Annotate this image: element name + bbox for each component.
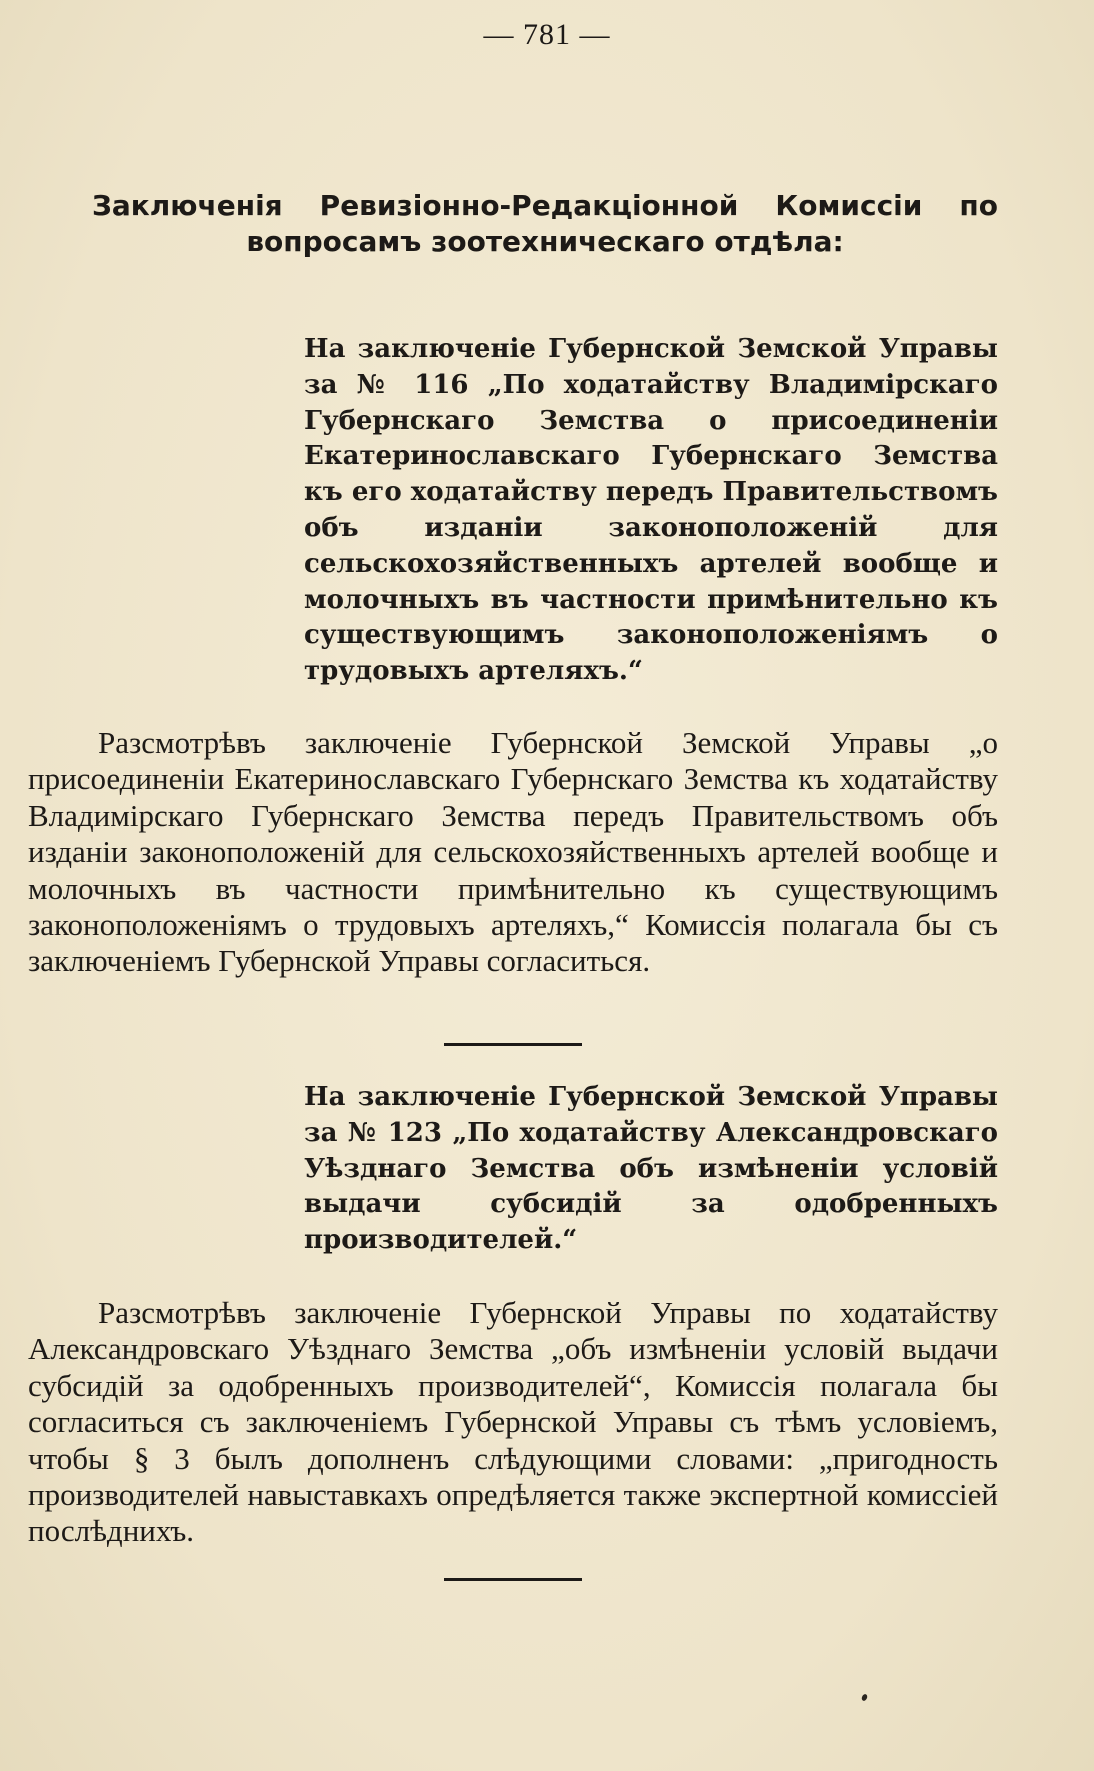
ink-speck	[861, 1693, 868, 1701]
resolution-116: Разсмотрѣвъ заключеніе Губернской Земской Управы „о присоединеніи Екатеринославскаго Губернскаго Земства къ ходатайству Владимірскаго Губернскаго Земства передъ Правительствомъ объ изданіи законоположеній для сельскохозяйственныхъ артелей вообще и молочныхъ въ частности примѣнительно къ существующимъ законоположеніямъ о трудовыхъ артеляхъ,“ Комиссія полагала бы съ заключеніемъ Губернской Управы согласиться.	[28, 725, 998, 979]
resolution-123: Разсмотрѣвъ заключеніе Губернской Управы по ходатайству Александровскаго Уѣзднаго Земства „объ измѣненіи условій выдачи субсидій за одобренныхъ производителей“, Комиссія полагала бы согласиться съ заключеніемъ Губернской Управы съ тѣмъ условіемъ, чтобы § 3 былъ дополненъ слѣдующими словами: „пригодность производителей навыставкахъ опредѣляется также экспертной комиссіей послѣднихъ.	[28, 1295, 998, 1549]
page-number: — 781 —	[483, 18, 611, 51]
conclusion-123: На заключеніе Губернской Земской Управы за № 123 „По ходатайству Александровскаго Уѣзднаго Земства объ измѣненіи условій выдачи субсидій за одобренныхъ производителей.“	[304, 1082, 998, 1256]
conclusion-116: На заключеніе Губернской Земской Управы за № 116 „По ходатайству Владимірскаго Губернскаго Земства о присоединеніи Екатеринославскаго Губернскаго Земства къ его ходатайству передъ Правительствомъ объ изданіи законоположеній для сельскохозяйственныхъ артелей вообще и молочныхъ въ частности примѣнительно къ существующимъ законоположеніямъ о трудовыхъ артеляхъ.“	[304, 334, 998, 687]
end-divider	[444, 1578, 582, 1581]
page-heading: Заключенія Ревизіонно-Редакціонной Комиссіи по вопросамъ зоотехническаго отдѣла:	[92, 189, 998, 258]
section-divider	[444, 1043, 582, 1046]
